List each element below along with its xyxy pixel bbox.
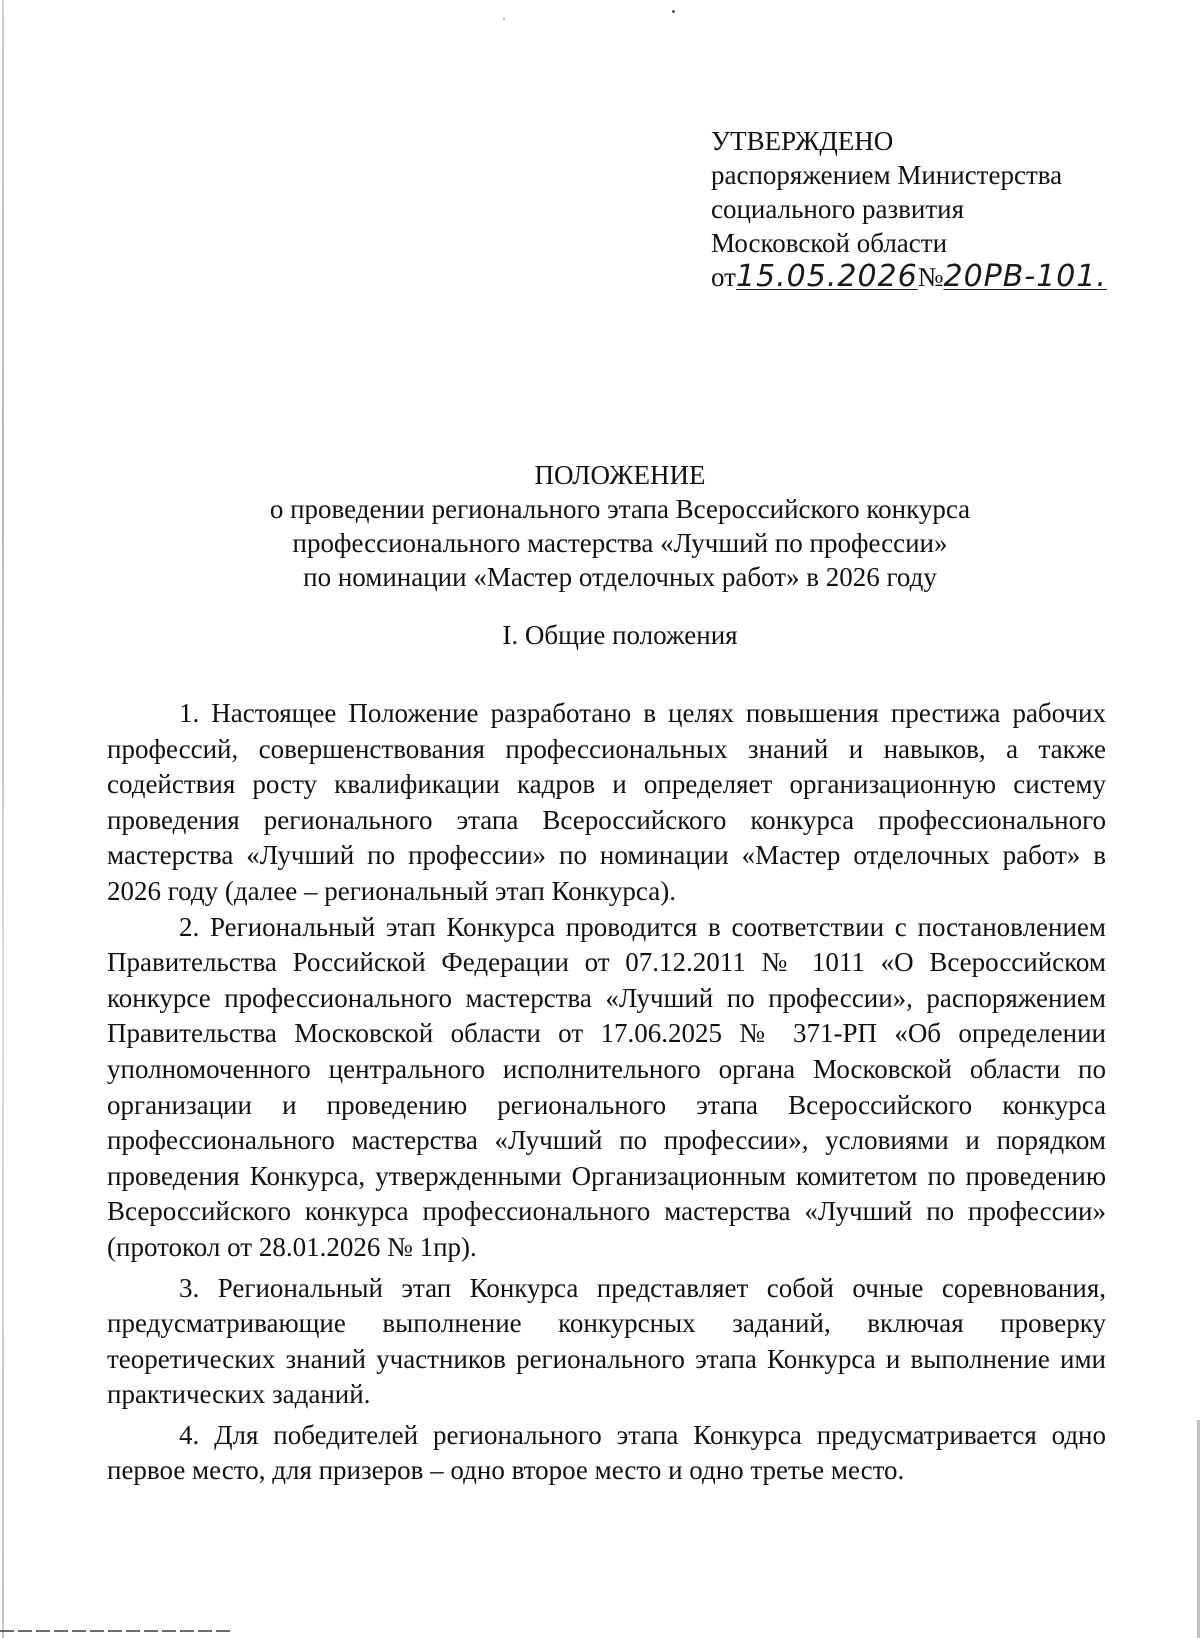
approval-line-3: Московской области bbox=[711, 228, 948, 258]
approval-line-1: распоряжением Министерства bbox=[711, 160, 1063, 190]
approval-heading: УТВЕРЖДЕНО bbox=[711, 126, 894, 156]
paragraph-3: 3. Региональный этап Конкурса представляет собой очные соревнования, предусматривающие выполнение конкурсных заданий, включая проверку теоретических знаний участников регионального этапа Конкурса и выполнение ими практических заданий. bbox=[107, 1272, 1106, 1410]
document-subtitle-3: по номинации «Мастер отделочных работ» в 2026 году bbox=[303, 562, 937, 592]
section-heading: I. Общие положения bbox=[502, 620, 738, 650]
paragraph-2: 2. Региональный этап Конкурса проводится в соответствии с постановлением Правительства Российской Федерации от 07.12.2011 № 1011 «О Всероссийском конкурсе профессионального мастерства «Лучший по профессии», распоряжением Правительства Московской области от 17.06.2025 № 371-РП «Об определении уполномоченного центрального исполнительного органа Московской области по организации и проведению регионального этапа Всероссийского конкурса профессионального мастерства «Лучший по профессии», условиями и порядком проведения Конкурса, утвержденными Организационным комитетом по проведению Всероссийского конкурса профессионального мастерства «Лучший по профессии» (протокол от 28.01.2026 № 1пр). bbox=[107, 911, 1106, 1262]
scan-speck bbox=[672, 10, 675, 13]
scan-edge-bottom bbox=[0, 1630, 230, 1632]
approval-number-sign: № bbox=[917, 262, 944, 292]
document-subtitle-2: профессионального мастерства «Лучший по профессии» bbox=[292, 528, 948, 558]
paragraph-4: 4. Для победителей регионального этапа Конкурса предусматривается одно первое место, для призеров – одно второе место и одно третье место. bbox=[107, 1419, 1106, 1486]
approval-line-2: социального развития bbox=[711, 194, 965, 224]
approval-date-line bbox=[711, 260, 1171, 300]
approval-date-handwritten: 15.05.2026 bbox=[735, 259, 918, 294]
document-title-block bbox=[140, 458, 1100, 594]
document-title: ПОЛОЖЕНИЕ bbox=[534, 460, 706, 490]
scan-edge-left bbox=[2, 0, 4, 1638]
document-subtitle-1: о проведении регионального этапа Всероссийского конкурса bbox=[269, 494, 971, 524]
approval-date-prefix: от bbox=[711, 262, 736, 292]
approval-stamp-block bbox=[711, 124, 1171, 300]
paragraph-1: 1. Настоящее Положение разработано в целях повышения престижа рабочих профессий, совершенствования профессиональных знаний и навыков, а также содействия росту квалификации кадров и определяет организационную систему проведения регионального этапа Всероссийского конкурса профессионального мастерства «Лучший по профессии» по номинации «Мастер отделочных работ» в 2026 году (далее – региональный этап Конкурса). bbox=[107, 698, 1106, 906]
document-body bbox=[107, 696, 1106, 1489]
scan-speck bbox=[503, 18, 505, 20]
approval-number-handwritten: 20РВ-101. bbox=[943, 259, 1107, 294]
